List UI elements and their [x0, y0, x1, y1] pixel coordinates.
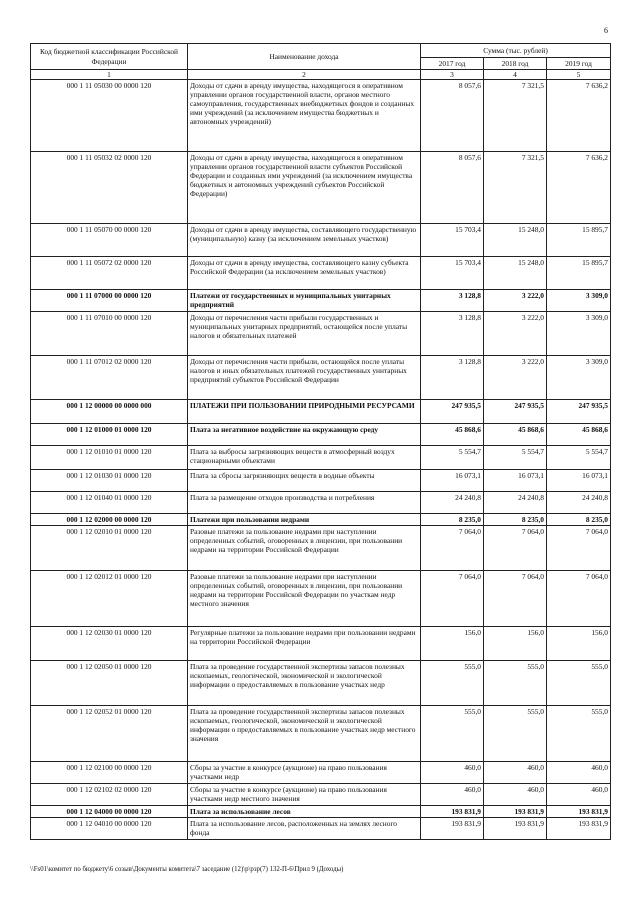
- sum-2018-cell: 460,0: [484, 784, 547, 806]
- sum-2017-cell: 460,0: [421, 784, 484, 806]
- table-row: [31, 818, 611, 840]
- sum-2018-cell: 3 222,0: [484, 290, 547, 312]
- table-row: [31, 446, 611, 470]
- page-number: 6: [604, 26, 608, 35]
- header-code: Код бюджетной классификации Российской Федерации: [31, 44, 188, 70]
- revenue-name-cell: Разовые платежи за пользование недрами при наступлении определенных событий, оговоренных в лицензии, при пользовании недрами на территории Российской Федерации по участкам недр местного значения: [188, 571, 421, 627]
- sum-2019-cell: 555,0: [547, 661, 611, 706]
- sum-2018-cell: 460,0: [484, 762, 547, 784]
- budget-code-cell: 000 1 12 04000 00 0000 120: [31, 806, 188, 818]
- budget-code-cell: 000 1 11 07012 02 0000 120: [31, 356, 188, 400]
- table-row: [31, 706, 611, 762]
- table-row: [31, 514, 611, 526]
- sum-2018-cell: 193 831,9: [484, 818, 547, 840]
- budget-code-cell: 000 1 12 01040 01 0000 120: [31, 492, 188, 514]
- revenue-name-cell: Доходы от перечисления части прибыли государственных и муниципальных унитарных предприятий, остающейся после уплаты налогов и обязательных платежей: [188, 312, 421, 356]
- sum-2019-cell: 8 235,0: [547, 514, 611, 526]
- sum-2018-cell: 3 222,0: [484, 312, 547, 356]
- sum-2017-cell: 247 935,5: [421, 400, 484, 424]
- sum-2019-cell: 3 309,0: [547, 290, 611, 312]
- table-row: [31, 661, 611, 706]
- revenue-name-cell: Платежи от государственных и муниципальных унитарных предприятий: [188, 290, 421, 312]
- sum-2019-cell: 460,0: [547, 784, 611, 806]
- table-row: [31, 290, 611, 312]
- budget-code-cell: 000 1 11 05032 02 0000 120: [31, 152, 188, 224]
- sum-2018-cell: 5 554,7: [484, 446, 547, 470]
- table-row: [31, 224, 611, 257]
- sum-2018-cell: 247 935,5: [484, 400, 547, 424]
- table-row: [31, 571, 611, 627]
- sum-2019-cell: 7 636,2: [547, 80, 611, 152]
- table-row: [31, 806, 611, 818]
- budget-code-cell: 000 1 12 02100 00 0000 120: [31, 762, 188, 784]
- sum-2019-cell: 3 309,0: [547, 356, 611, 400]
- sum-2017-cell: 555,0: [421, 661, 484, 706]
- table-row: [31, 80, 611, 152]
- table-body: [31, 80, 611, 840]
- sum-2018-cell: 16 073,1: [484, 470, 547, 492]
- budget-code-cell: 000 1 12 02030 01 0000 120: [31, 627, 188, 661]
- revenue-name-cell: Платежи при пользовании недрами: [188, 514, 421, 526]
- sum-2017-cell: 3 128,8: [421, 312, 484, 356]
- budget-code-cell: 000 1 12 02000 00 0000 120: [31, 514, 188, 526]
- sum-2018-cell: 555,0: [484, 661, 547, 706]
- revenue-name-cell: Плата за негативное воздействие на окружающую среду: [188, 424, 421, 446]
- sum-2017-cell: 15 703,4: [421, 257, 484, 290]
- budget-code-cell: 000 1 12 01010 01 0000 120: [31, 446, 188, 470]
- table-row: [31, 312, 611, 356]
- sum-2017-cell: 24 240,8: [421, 492, 484, 514]
- table-row: [31, 424, 611, 446]
- table-row: [31, 356, 611, 400]
- sum-2019-cell: 16 073,1: [547, 470, 611, 492]
- budget-code-cell: 000 1 11 05070 00 0000 120: [31, 224, 188, 257]
- col-number-1: 1: [31, 70, 188, 80]
- sum-2019-cell: 15 895,7: [547, 224, 611, 257]
- revenue-name-cell: Плата за сбросы загрязняющих веществ в водные объекты: [188, 470, 421, 492]
- table-row: [31, 526, 611, 571]
- sum-2018-cell: 15 248,0: [484, 224, 547, 257]
- sum-2019-cell: 193 831,9: [547, 806, 611, 818]
- budget-code-cell: 000 1 12 02102 02 0000 120: [31, 784, 188, 806]
- sum-2018-cell: 45 868,6: [484, 424, 547, 446]
- sum-2018-cell: 193 831,9: [484, 806, 547, 818]
- sum-2017-cell: 45 868,6: [421, 424, 484, 446]
- budget-code-cell: 000 1 11 07000 00 0000 120: [31, 290, 188, 312]
- revenue-name-cell: Доходы от сдачи в аренду имущества, находящегося в оперативном управлении органов государственной власти, органов местного самоуправления, государственных внебюджетных фондов и созданных ими учреждений (за исключением имущества бюджетных и автономных учреждений): [188, 80, 421, 152]
- revenue-name-cell: Плата за проведение государственной экспертизы запасов полезных ископаемых, геологической, экономической и экологической информации о предоставляемых в пользование участках недр местного значения: [188, 706, 421, 762]
- sum-2019-cell: 460,0: [547, 762, 611, 784]
- budget-code-cell: 000 1 12 04010 00 0000 120: [31, 818, 188, 840]
- sum-2017-cell: 7 064,0: [421, 571, 484, 627]
- budget-code-cell: 000 1 12 02010 01 0000 120: [31, 526, 188, 571]
- sum-2018-cell: 15 248,0: [484, 257, 547, 290]
- revenue-name-cell: Сборы за участие в конкурсе (аукционе) на право пользования участками недр: [188, 762, 421, 784]
- revenue-name-cell: Плата за использование лесов: [188, 806, 421, 818]
- col-number-3: 3: [421, 70, 484, 80]
- revenue-name-cell: ПЛАТЕЖИ ПРИ ПОЛЬЗОВАНИИ ПРИРОДНЫМИ РЕСУРСАМИ: [188, 400, 421, 424]
- sum-2017-cell: 16 073,1: [421, 470, 484, 492]
- revenue-name-cell: Доходы от сдачи в аренду имущества, находящегося в оперативном управлении органов государственной власти субъектов Российской Федерации и созданных ими учреждений (за исключением имущества бюджетных и автономных учреждений субъектов Российской Федерации): [188, 152, 421, 224]
- sum-2018-cell: 24 240,8: [484, 492, 547, 514]
- revenue-name-cell: Сборы за участие в конкурсе (аукционе) на право пользования участками недр местного значения: [188, 784, 421, 806]
- sum-2019-cell: 7 064,0: [547, 526, 611, 571]
- header-name: Наименование дохода: [188, 44, 421, 70]
- sum-2017-cell: 460,0: [421, 762, 484, 784]
- revenue-name-cell: Разовые платежи за пользование недрами при наступлении определенных событий, оговоренных в лицензии, при пользовании недрами на территории Российской Федерации: [188, 526, 421, 571]
- sum-2017-cell: 5 554,7: [421, 446, 484, 470]
- sum-2017-cell: 3 128,8: [421, 290, 484, 312]
- header-sum: Сумма (тыс. рублей): [421, 44, 611, 58]
- revenue-table: [30, 43, 611, 840]
- sum-2019-cell: 15 895,7: [547, 257, 611, 290]
- table-row: [31, 784, 611, 806]
- header-year-2018: 2018 год: [484, 58, 547, 70]
- revenue-name-cell: Плата за проведение государственной экспертизы запасов полезных ископаемых, геологической, экономической и экологической информации о предоставляемых в пользование участках недр: [188, 661, 421, 706]
- sum-2017-cell: 555,0: [421, 706, 484, 762]
- table-row: [31, 627, 611, 661]
- sum-2017-cell: 8 057,6: [421, 80, 484, 152]
- revenue-name-cell: Доходы от сдачи в аренду имущества, составляющего казну субъекта Российской Федерации (за исключением земельных участков): [188, 257, 421, 290]
- col-number-4: 4: [484, 70, 547, 80]
- sum-2019-cell: 3 309,0: [547, 312, 611, 356]
- budget-code-cell: 000 1 12 01000 01 0000 120: [31, 424, 188, 446]
- revenue-name-cell: Плата за выбросы загрязняющих веществ в атмосферный воздух стационарными объектами: [188, 446, 421, 470]
- revenue-name-cell: Плата за размещение отходов производства и потребления: [188, 492, 421, 514]
- sum-2019-cell: 45 868,6: [547, 424, 611, 446]
- table-row: [31, 762, 611, 784]
- sum-2018-cell: 7 064,0: [484, 571, 547, 627]
- sum-2018-cell: 7 321,5: [484, 152, 547, 224]
- budget-code-cell: 000 1 12 02052 01 0000 120: [31, 706, 188, 762]
- table-row: [31, 152, 611, 224]
- table-row: [31, 400, 611, 424]
- col-number-2: 2: [188, 70, 421, 80]
- sum-2018-cell: 7 064,0: [484, 526, 547, 571]
- revenue-name-cell: Регулярные платежи за пользование недрами при пользовании недрами на территории Российской Федерации: [188, 627, 421, 661]
- revenue-name-cell: Доходы от сдачи в аренду имущества, составляющего государственную (муниципальную) казну (за исключением земельных участков): [188, 224, 421, 257]
- sum-2017-cell: 7 064,0: [421, 526, 484, 571]
- sum-2017-cell: 156,0: [421, 627, 484, 661]
- budget-code-cell: 000 1 12 02050 01 0000 120: [31, 661, 188, 706]
- sum-2017-cell: 15 703,4: [421, 224, 484, 257]
- sum-2019-cell: 247 935,5: [547, 400, 611, 424]
- budget-code-cell: 000 1 11 07010 00 0000 120: [31, 312, 188, 356]
- header-year-2017: 2017 год: [421, 58, 484, 70]
- sum-2019-cell: 7 064,0: [547, 571, 611, 627]
- col-number-5: 5: [547, 70, 611, 80]
- sum-2018-cell: 555,0: [484, 706, 547, 762]
- sum-2018-cell: 3 222,0: [484, 356, 547, 400]
- budget-code-cell: 000 1 12 02012 01 0000 120: [31, 571, 188, 627]
- budget-code-cell: 000 1 12 00000 00 0000 000: [31, 400, 188, 424]
- header-year-2019: 2019 год: [547, 58, 611, 70]
- budget-code-cell: 000 1 11 05030 00 0000 120: [31, 80, 188, 152]
- sum-2017-cell: 8 235,0: [421, 514, 484, 526]
- table-row: [31, 492, 611, 514]
- sum-2017-cell: 193 831,9: [421, 806, 484, 818]
- revenue-name-cell: Плата за использование лесов, расположенных на землях лесного фонда: [188, 818, 421, 840]
- revenue-name-cell: Доходы от перечисления части прибыли, остающейся после уплаты налогов и иных обязательных платежей государственных унитарных предприятий субъектов Российской Федерации: [188, 356, 421, 400]
- sum-2019-cell: 555,0: [547, 706, 611, 762]
- sum-2018-cell: 156,0: [484, 627, 547, 661]
- footer-path: \\Fs01\комитет по бюджету\6 созыв\Документы комитета\7 заседание (12)\р\рзр(7) 132-П-6\Прил 9 (Доходы): [30, 866, 344, 873]
- sum-2019-cell: 5 554,7: [547, 446, 611, 470]
- budget-code-cell: 000 1 12 01030 01 0000 120: [31, 470, 188, 492]
- budget-code-cell: 000 1 11 05072 02 0000 120: [31, 257, 188, 290]
- sum-2019-cell: 193 831,9: [547, 818, 611, 840]
- sum-2019-cell: 156,0: [547, 627, 611, 661]
- sum-2017-cell: 193 831,9: [421, 818, 484, 840]
- sum-2019-cell: 7 636,2: [547, 152, 611, 224]
- table-row: [31, 470, 611, 492]
- sum-2017-cell: 3 128,8: [421, 356, 484, 400]
- sum-2017-cell: 8 057,6: [421, 152, 484, 224]
- sum-2018-cell: 8 235,0: [484, 514, 547, 526]
- sum-2018-cell: 7 321,5: [484, 80, 547, 152]
- sum-2019-cell: 24 240,8: [547, 492, 611, 514]
- table-row: [31, 257, 611, 290]
